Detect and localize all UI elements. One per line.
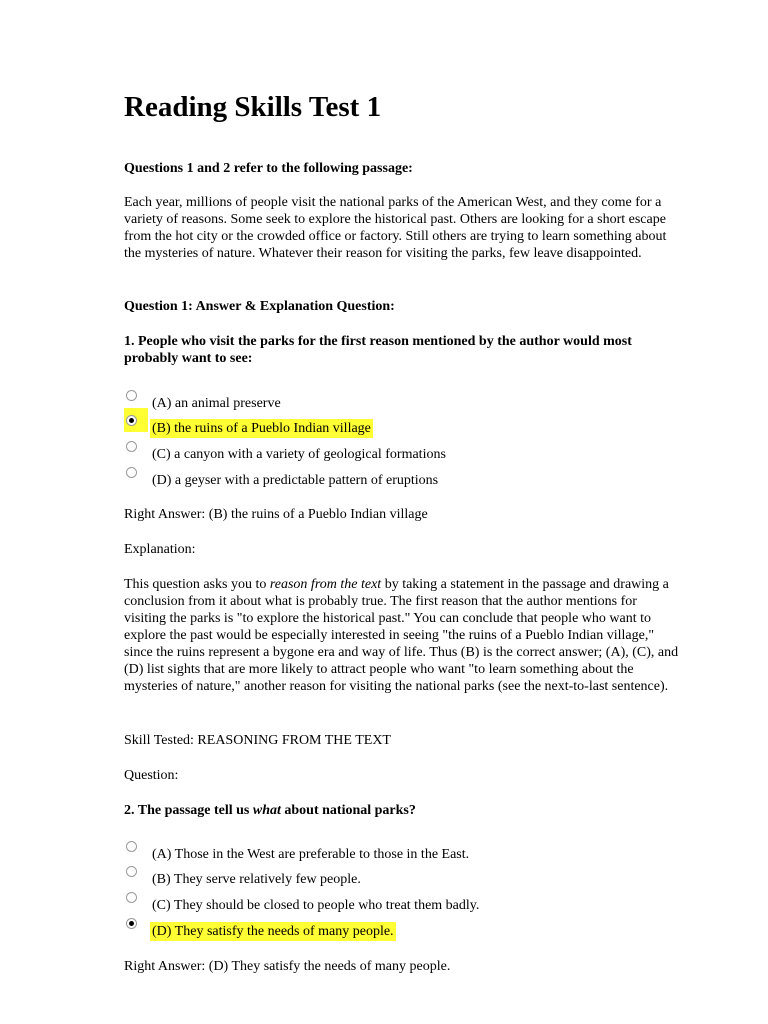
radio-button[interactable] [126,390,137,401]
option-label: (A) an animal preserve [152,396,281,411]
radio-button-selected[interactable] [126,918,137,929]
option-label: (B) the ruins of a Pueblo Indian village [152,421,371,436]
q2-prompt: 2. The passage tell us what about national parks? [124,803,416,818]
explanation-text: This question asks you to reason from the text by taking a statement in the passage and drawing a conclusion from it about what is probably true. The first reason that the author mentions for visiting the parks is "to explore the historical past." You can conclude that people who want to explore the past would be especially interested in seeing "the ruins of a Pueblo Indian village," since the ruins represent a bygone era and way of life. Thus (B) is the correct answer; (A), (C), and (D) list sights that are more likely to attract people who want "to learn something about the mysteries of nature," another reason for visiting the national parks (see the next-to-last sentence). [124,577,679,694]
page-title: Reading Skills Test 1 [124,91,382,123]
option-label: (C) They should be closed to people who treat them badly. [152,898,480,913]
radio-button[interactable] [126,467,137,478]
emphasis: what [252,803,281,818]
passage-text: Each year, millions of people visit the national parks of the American West, and they come for a variety of reasons. Some seek to explore the historical past. Others are looking for a short escape from the hot city or the crowded office or factory. Still others are trying to learn something about the mysteries of nature. Whatever their reason for visiting the parks, few leave disappointed. [124,195,667,261]
radio-button[interactable] [126,866,137,877]
radio-button-selected[interactable] [126,415,137,426]
explanation-label: Explanation: [124,542,196,557]
q1-right-answer: Right Answer: (B) the ruins of a Pueblo Indian village [124,507,428,522]
passage-intro: Questions 1 and 2 refer to the following passage: [124,161,413,176]
option-label: (B) They serve relatively few people. [152,872,361,887]
q1-heading: Question 1: Answer & Explanation Question: [124,299,395,314]
option-label: (D) a geyser with a predictable pattern of eruptions [152,473,439,488]
option-label: (C) a canyon with a variety of geological formations [152,447,446,462]
q1-prompt: 1. People who visit the parks for the first reason mentioned by the author would most probably want to see: [124,334,632,366]
radio-button[interactable] [126,441,137,452]
radio-button[interactable] [126,841,137,852]
option-label: (A) Those in the West are preferable to those in the East. [152,847,470,862]
q2-right-answer: Right Answer: (D) They satisfy the needs of many people. [124,959,451,974]
option-label: (D) They satisfy the needs of many people. [152,924,394,939]
emphasis: reason from the text [269,577,382,592]
skill-tested: Skill Tested: REASONING FROM THE TEXT [124,733,391,748]
q2-heading: Question: [124,768,179,783]
radio-button[interactable] [126,892,137,903]
